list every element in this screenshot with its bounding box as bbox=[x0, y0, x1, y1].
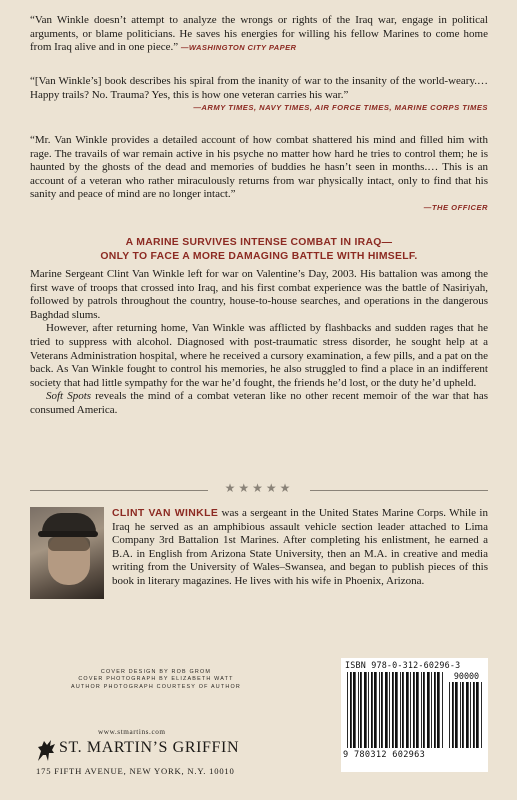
barcode-digits: 9 780312 602963 bbox=[343, 750, 426, 760]
author-photo bbox=[30, 507, 104, 599]
review-quote-army-times bbox=[30, 75, 488, 113]
isbn-label: ISBN 978-0-312-60296-3 bbox=[345, 660, 461, 670]
barcode-bar bbox=[368, 672, 369, 748]
barcode-bar bbox=[402, 672, 404, 748]
barcode-bar bbox=[416, 672, 419, 748]
barcode-bar bbox=[437, 672, 440, 748]
tagline-line-2: ONLY TO FACE A MORE DAMAGING BATTLE WITH HIMSELF. bbox=[100, 251, 418, 262]
barcode-bar bbox=[421, 672, 422, 748]
cover-credits bbox=[30, 669, 282, 691]
barcode-bar bbox=[392, 672, 394, 748]
barcode-bar bbox=[371, 672, 373, 748]
barcode-bar bbox=[381, 672, 383, 748]
review-attribution: —THE OFFICER bbox=[423, 202, 488, 212]
barcode-bar bbox=[423, 672, 425, 748]
tagline bbox=[30, 236, 488, 264]
griffin-logo-icon bbox=[35, 737, 57, 763]
credit-author-photograph: AUTHOR PHOTOGRAPH COURTESY OF AUTHOR bbox=[71, 683, 241, 690]
barcode-bar bbox=[410, 672, 411, 748]
author-name: CLINT VAN WINKLE bbox=[112, 508, 219, 519]
publisher-name: ST. MARTIN’S GRIFFIN bbox=[59, 739, 240, 756]
review-quote-text: “Van Winkle doesn’t attempt to analyze the wrongs or rights of the Iraq war, engage in political arguments, or blame politicians. He saves his energies for willing his fellow Marines to come home from Iraq alive and in one piece.” bbox=[30, 14, 488, 54]
description-paragraph-3-text: reveals the mind of a combat veteran like no other recent memoir of the war that has consumed America. bbox=[30, 390, 488, 416]
description-paragraph-3 bbox=[30, 390, 488, 417]
barcode-bar bbox=[460, 682, 461, 748]
barcode-bar bbox=[389, 672, 390, 748]
barcode-bar bbox=[395, 672, 398, 748]
barcode-bar bbox=[466, 682, 469, 748]
author-bio bbox=[112, 507, 488, 589]
description-paragraph-2: However, after returning home, Van Winkle was afflicted by flashbacks and sudden rages that he tried to suppress with alcohol. Diagnosed with post-traumatic stress disorder, he sought help at a Veterans Administration hospital, where he received a cursory examination, a few pills, and a pat on the back. As Van Winkle fought to control his memories, he also struggled to find a place in an indifferent society that had little sympathy for the war he’d fought, the friends he’d lost, or the duty he’d upheld. bbox=[30, 322, 488, 389]
barcode-bar bbox=[358, 672, 359, 748]
barcode-bar bbox=[449, 682, 450, 748]
isbn-barcode-block bbox=[341, 658, 488, 772]
credit-cover-photograph: COVER PHOTOGRAPH BY ELIZABETH WATT bbox=[78, 676, 234, 683]
barcode-bar bbox=[413, 672, 415, 748]
tagline-line-1: A MARINE SURVIVES INTENSE COMBAT IN IRAQ— bbox=[125, 237, 393, 248]
barcode-addon-icon bbox=[449, 682, 484, 748]
review-attribution: —WASHINGTON CITY PAPER bbox=[180, 43, 297, 53]
star-divider bbox=[30, 483, 488, 497]
barcode-bar bbox=[353, 672, 356, 748]
divider-rule-right bbox=[310, 490, 488, 491]
barcode-bar bbox=[481, 682, 482, 748]
barcode-bar bbox=[347, 672, 348, 748]
author-face-shadow bbox=[48, 537, 90, 551]
publisher-url: www.stmartins.com bbox=[98, 728, 166, 736]
review-attribution: —ARMY TIMES, NAVY TIMES, AIR FORCE TIMES, MARINE CORPS TIMES bbox=[193, 103, 488, 113]
book-title: Soft Spots bbox=[46, 390, 92, 403]
barcode-bar bbox=[434, 672, 436, 748]
barcode-bar bbox=[462, 682, 464, 748]
barcode-bar bbox=[455, 682, 458, 748]
barcode-bar bbox=[473, 682, 475, 748]
barcode-bar bbox=[476, 682, 479, 748]
description-paragraph-1: Marine Sergeant Clint Van Winkle left for war on Valentine’s Day, 2003. His battalion was among the first wave of troops that crossed into Iraq, and his first combat experience was the battle of Nasiriyah, followed by patrols throughout the country, house-to-house searches, and operations in the dangerous Baghdad slums. bbox=[30, 268, 488, 321]
review-quote-text: “Mr. Van Winkle provides a detailed account of how combat shattered his mind and filled him with rage. The travails of war remain active in his psyche no matter how hard he tries to control them; he is haunted by the ghosts of the dead and memories of buddies he hasn’t seen in months.… This is an account of a veteran who rather miraculously returns from war physically intact, only to find that his sanity and peace of mind are no longer intact.” bbox=[30, 134, 488, 201]
barcode-addon-number: 90000 bbox=[453, 671, 480, 681]
barcode-bar bbox=[431, 672, 432, 748]
barcode-bar bbox=[374, 672, 377, 748]
barcode-bar bbox=[350, 672, 352, 748]
barcode-bar bbox=[452, 682, 454, 748]
divider-stars: ★★★★★ bbox=[224, 481, 294, 495]
review-quote-the-officer bbox=[30, 134, 488, 213]
author-cap-brim bbox=[38, 531, 98, 537]
divider-rule-left bbox=[30, 490, 208, 491]
review-quote-washington-city-paper bbox=[30, 14, 488, 55]
review-quote-text: “[Van Winkle’s] book describes his spiral from the inanity of war to the insanity of the world-weary.… Happy trails? No. Trauma? Yes, this is how one veteran carries his war.” bbox=[30, 75, 488, 101]
barcode-main-icon bbox=[347, 672, 445, 748]
barcode-bar bbox=[400, 672, 401, 748]
book-description bbox=[30, 268, 488, 418]
barcode-bar bbox=[360, 672, 362, 748]
barcode-bar bbox=[379, 672, 380, 748]
barcode-bar bbox=[470, 682, 471, 748]
credit-cover-design: COVER DESIGN BY ROB GROM bbox=[100, 669, 212, 675]
barcode-bar bbox=[385, 672, 388, 748]
author-bio-text: was a sergeant in the United States Marine Corps. While in Iraq he served as an amphibious assault vehicle section leader attached to Lima Company 3rd Battalion 1st Marines. After completing his enlistment, he earned a B.A. in English from Arizona State University, then an M.A. in creative and media writing from the University of Wales–Swansea, and began to publish pieces of this book in literary magazines. He lives with his wife in Phoenix, Arizona. bbox=[112, 507, 488, 587]
barcode-bar bbox=[364, 672, 367, 748]
barcode-bar bbox=[406, 672, 409, 748]
barcode-bar bbox=[427, 672, 430, 748]
barcode-bar bbox=[442, 672, 443, 748]
publisher-address: 175 FIFTH AVENUE, NEW YORK, N.Y. 10010 bbox=[36, 766, 235, 776]
